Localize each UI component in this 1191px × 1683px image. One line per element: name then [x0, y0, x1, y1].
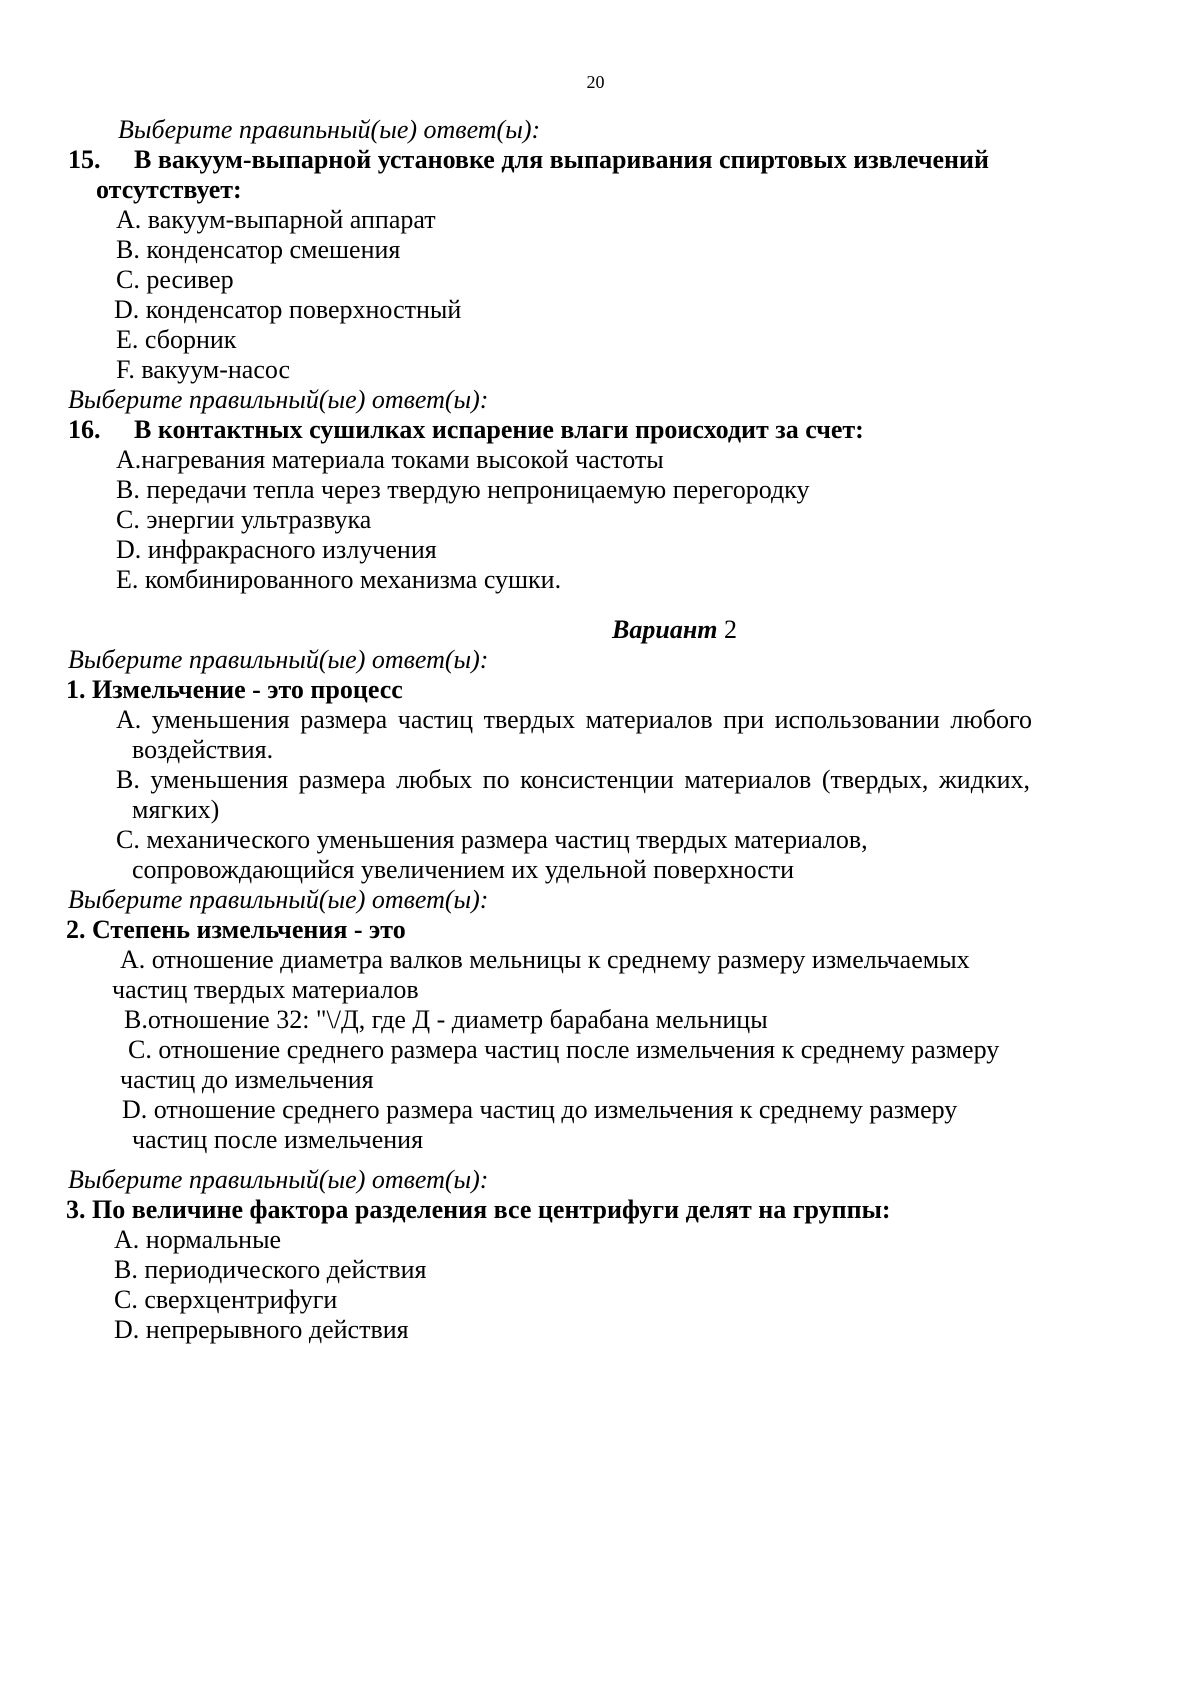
option-b-line2: мягких): [132, 795, 220, 824]
option-a-line1: A. уменьшения размера частиц твердых материалов при использовании любого: [116, 705, 1032, 734]
option-c-line2: сопровождающийся увеличением их удельной поверхности: [132, 855, 795, 884]
option-d: D. конденсатор поверхностный: [114, 295, 462, 324]
option-a-line1: A. отношение диаметра валков мельницы к среднему размеру измельчаемых: [120, 945, 970, 974]
option-b: B. периодического действия: [114, 1255, 427, 1284]
option-c: C. ресивер: [116, 265, 234, 294]
instruction-v2q3: Выберите правильный(ые) ответ(ы):: [68, 1165, 489, 1194]
question-15-line2: отсутствует:: [96, 175, 242, 204]
option-b: B. передачи тепла через твердую непроницаемую перегородку: [116, 475, 810, 504]
instruction-q15: Выберите правипьный(ые) ответ(ы):: [118, 115, 541, 144]
page-content: [0, 115, 1191, 1345]
question-text: В контактных сушилках испарение влаги происходит за счет:: [134, 415, 864, 444]
question-number: 15.: [68, 145, 101, 174]
instruction-v2q1: Выберите правильный(ые) ответ(ы):: [68, 645, 489, 674]
question-number: 16.: [68, 415, 101, 444]
option-a: A.нагревания материала токами высокой частоты: [116, 445, 664, 474]
option-d-line2: частиц после измельчения: [132, 1125, 424, 1154]
option-c: C. сверхцентрифуги: [114, 1285, 338, 1314]
option-c-line2: частиц до измельчения: [120, 1065, 374, 1094]
variant-word: Вариант: [612, 615, 718, 644]
option-a-line2: воздействия.: [132, 735, 274, 764]
option-a: A. нормальные: [114, 1225, 282, 1254]
question-15-line1: [0, 145, 1191, 175]
question-1: 1. Измельчение - это процесс: [66, 675, 403, 704]
variant-number: 2: [723, 615, 737, 644]
option-d-line1: D. отношение среднего размера частиц до измельчения к среднему размеру: [122, 1095, 958, 1124]
question-text: В вакуум-выпарной установке для выпаривания спиртовых извлечений: [134, 145, 989, 174]
option-d: D. непрерывного действия: [114, 1315, 409, 1344]
instruction-v2q2: Выберите правильный(ые) ответ(ы):: [68, 885, 489, 914]
variant-heading: [0, 615, 1191, 645]
option-a: A. вакуум-выпарной аппарат: [116, 205, 436, 234]
option-a-line2: частиц твердых материалов: [112, 975, 419, 1004]
option-b-line1: B. уменьшения размера любых по консистенции материалов (твердых, жидких,: [116, 765, 1030, 794]
option-e: E. комбинированного механизма сушки.: [116, 565, 562, 594]
question-16: [0, 415, 1191, 445]
option-d: D. инфракрасного излучения: [116, 535, 437, 564]
question-2: 2. Степень измельчения - это: [66, 915, 406, 944]
instruction-q16: Выберите правильный(ые) ответ(ы):: [68, 385, 489, 414]
option-c-line1: C. отношение среднего размера частиц после измельчения к среднему размеру: [128, 1035, 1000, 1064]
page-number: 20: [586, 72, 605, 92]
question-3: 3. По величине фактора разделения все центрифуги делят на группы:: [66, 1195, 891, 1224]
option-b: B.отношение 32: "\/Д, где Д - диаметр барабана мельницы: [124, 1005, 768, 1034]
option-c: C. энергии ультразвука: [116, 505, 372, 534]
option-f: F. вакуум-насос: [116, 355, 291, 384]
option-b: B. конденсатор смешения: [116, 235, 401, 264]
option-c-line1: C. механического уменьшения размера частиц твердых материалов,: [116, 825, 868, 854]
option-e: E. сборник: [116, 325, 237, 354]
